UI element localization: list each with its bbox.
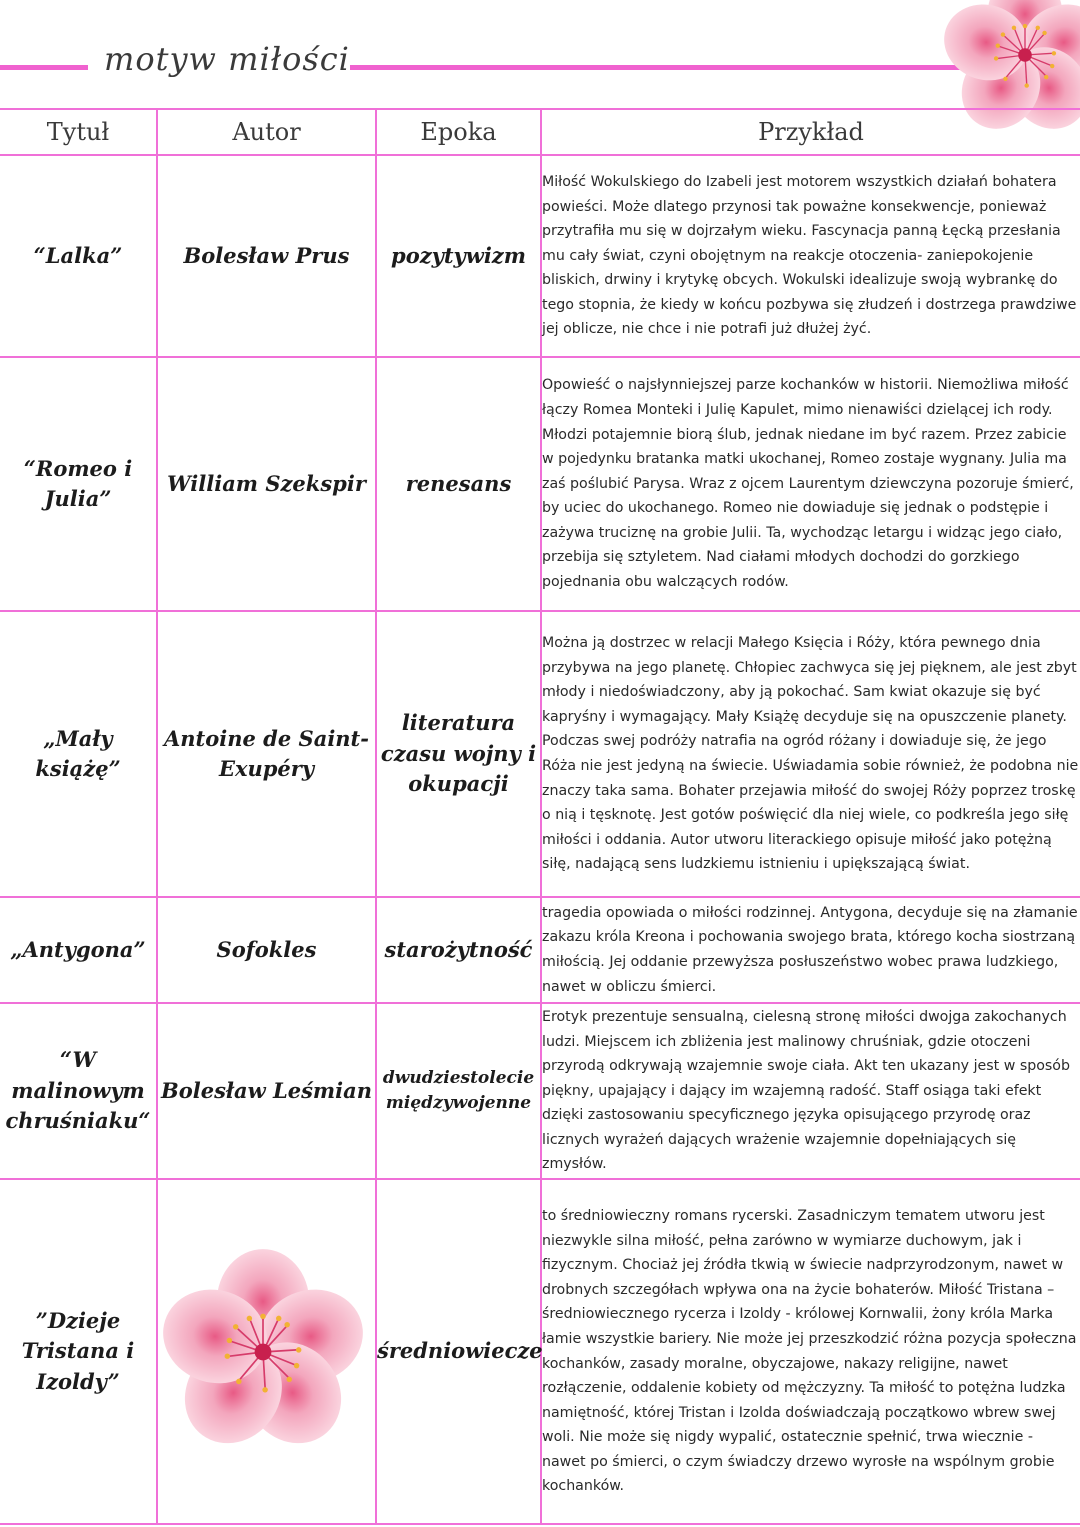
table-row — [0, 897, 1080, 1003]
column-header-author: Autor — [157, 109, 376, 155]
column-header-title: Tytuł — [0, 109, 157, 155]
table-row — [0, 357, 1080, 611]
work-epoch: średniowiecze — [376, 1179, 541, 1524]
column-header-epoch: Epoka — [376, 109, 541, 155]
column-header-example: Przykład — [541, 109, 1080, 155]
work-title: “W malinowym chruśniaku“ — [0, 1003, 157, 1179]
work-title: “Lalka” — [0, 155, 157, 357]
work-author: William Szekspir — [157, 357, 376, 611]
work-title: „Antygona” — [0, 897, 157, 1003]
work-author: Bolesław Leśmian — [157, 1003, 376, 1179]
work-example: Erotyk prezentuje sensualną, cielesną stronę miłości dwojga zakochanych ludzi. Miejscem ich zbliżenia jest malinowy chruśniak, gdzie otoczeni przyrodą odkrywają wzajemnie swoje ciała. Akt ten ukazany jest w sposób piękny, upajający i dający im wzajemną radość. Staff osiąga taki efekt dzięki zastosowaniu specyficznego języka opisującego przyrodę oraz licznych wyrażeń dających wrażenie wzajemnie dopełniających się zmysłów. — [541, 1003, 1080, 1179]
table-row — [0, 1003, 1080, 1179]
header-line-right — [350, 65, 970, 70]
work-title: ”Dzieje Tristana i Izoldy” — [0, 1179, 157, 1524]
work-title: “Romeo i Julia” — [0, 357, 157, 611]
table-row — [0, 611, 1080, 897]
work-example: Opowieść o najsłynniejszej parze kochanków w historii. Niemożliwa miłość łączy Romea Monteki i Julię Kapulet, mimo nienawiści dzielącej ich rody. Młodzi potajemnie biorą ślub, jednak niedane im być razem. Przez zabicie w pojedynku bratanka matki ukochanej, Romeo zostaje wygnany. Julia ma zaś poślubić Parysa. Wraz z ojcem Laurentym dziewczyna pozoruje śmierć, by uciec do ukochanego. Romeo nie dowiaduje się jednak o podstępie i zażywa truciznę na grobie Julii. Ta, wychodząc letargu i widząc jego ciało, przebija się sztyletem. Nad ciałami młodych dochodzi do gorzkiego pojednania obu walczących rodów. — [541, 357, 1080, 611]
work-author: Antoine de Saint-Exupéry — [157, 611, 376, 897]
work-epoch: starożytność — [376, 897, 541, 1003]
work-example: to średniowieczny romans rycerski. Zasadniczym tematem utworu jest niezwykle silna miłość, pełna zarówno w wymiarze duchowym, jak i fizycznym. Chociaż jej źródła tkwią w świecie nadprzyrodzonym, nawet w drobnych szczegółach wpływa ona na życie bohaterów. Miłość Tristana – średniowiecznego rycerza i Izoldy - królowej Kornwalii, żony króla Marka łamie wszystkie bariery. Nie może jej przeszkodzić różna pozycja społeczna kochanków, zasady moralne, obyczajowe, nakazy religijne, nawet rozłączenie, oddalenie kobiety od mężczyzny. Ta miłość to potężna ludzka namiętność, której Tristan i Izolda doświadczają początkowo wbrew swej woli. Nie może się nigdy wypalić, ostatecznie spełnić, trwa wiecznie - nawet po śmierci, o czym świadczy drzewo wyrosłe na wspólnym grobie kochanków. — [541, 1179, 1080, 1524]
table-row — [0, 155, 1080, 357]
work-title: „Mały książę” — [0, 611, 157, 897]
work-author: Sofokles — [157, 897, 376, 1003]
page-title: motyw miłości — [104, 40, 350, 78]
work-author: Bolesław Prus — [157, 155, 376, 357]
table-header-row — [0, 109, 1080, 155]
work-epoch: literatura czasu wojny i okupacji — [376, 611, 541, 897]
header-line-left — [0, 65, 88, 70]
work-example: Miłość Wokulskiego do Izabeli jest motorem wszystkich działań bohatera powieści. Może dlatego przynosi tak poważne konsekwencje, ponieważ przytrafiła mu się w dojrzałym wieku. Fascynacja panną Łęcką przesłania mu cały świat, czyni obojętnym na reakcje otoczenia- zaniepokojenie bliskich, drwiny i krytykę obcych. Wokulski idealizuje swoją wybrankę do tego stopnia, że kiedy w końcu pozbywa się złudzeń i dostrzega prawdziwe jej oblicze, nie chce i nie potrafi już dłużej żyć. — [541, 155, 1080, 357]
work-example: tragedia opowiada o miłości rodzinnej. Antygona, decyduje się na złamanie zakazu króla Kreona i pochowania swojego brata, którego kocha siostrzaną miłością. Jej oddanie przewyższa posłuszeństwo wobec prawa ludzkiego, nawet w obliczu śmierci. — [541, 897, 1080, 1003]
work-epoch: renesans — [376, 357, 541, 611]
work-epoch: dwudziestolecie międzywojenne — [376, 1003, 541, 1179]
cherry-blossom-icon — [158, 1247, 368, 1457]
work-epoch: pozytywizm — [376, 155, 541, 357]
work-example: Można ją dostrzec w relacji Małego Księcia i Róży, która pewnego dnia przybywa na jego planetę. Chłopiec zachwyca się jej pięknem, ale jest zbyt młody i niedoświadczony, aby ją pokochać. Sam kwiat okazuje się być kapryśny i wymagający. Mały Książę decyduje się na opuszczenie planety. Podczas swej podróży natrafia na ogród różany i dowiaduje się, że jego Róża nie jest jedyną na świecie. Uświadamia sobie również, że podobna nie znaczy taka sama. Bohater przejawia miłość do swojej Róży poprzez troskę o nią i tęsknotę. Jest gotów poświęcić dla niej wiele, co podkreśla jego siłę miłości i oddania. Autor utworu literackiego opisuje miłość jako potężną siłę, nadającą sens ludzkiemu istnieniu i upiększającą świat. — [541, 611, 1080, 897]
